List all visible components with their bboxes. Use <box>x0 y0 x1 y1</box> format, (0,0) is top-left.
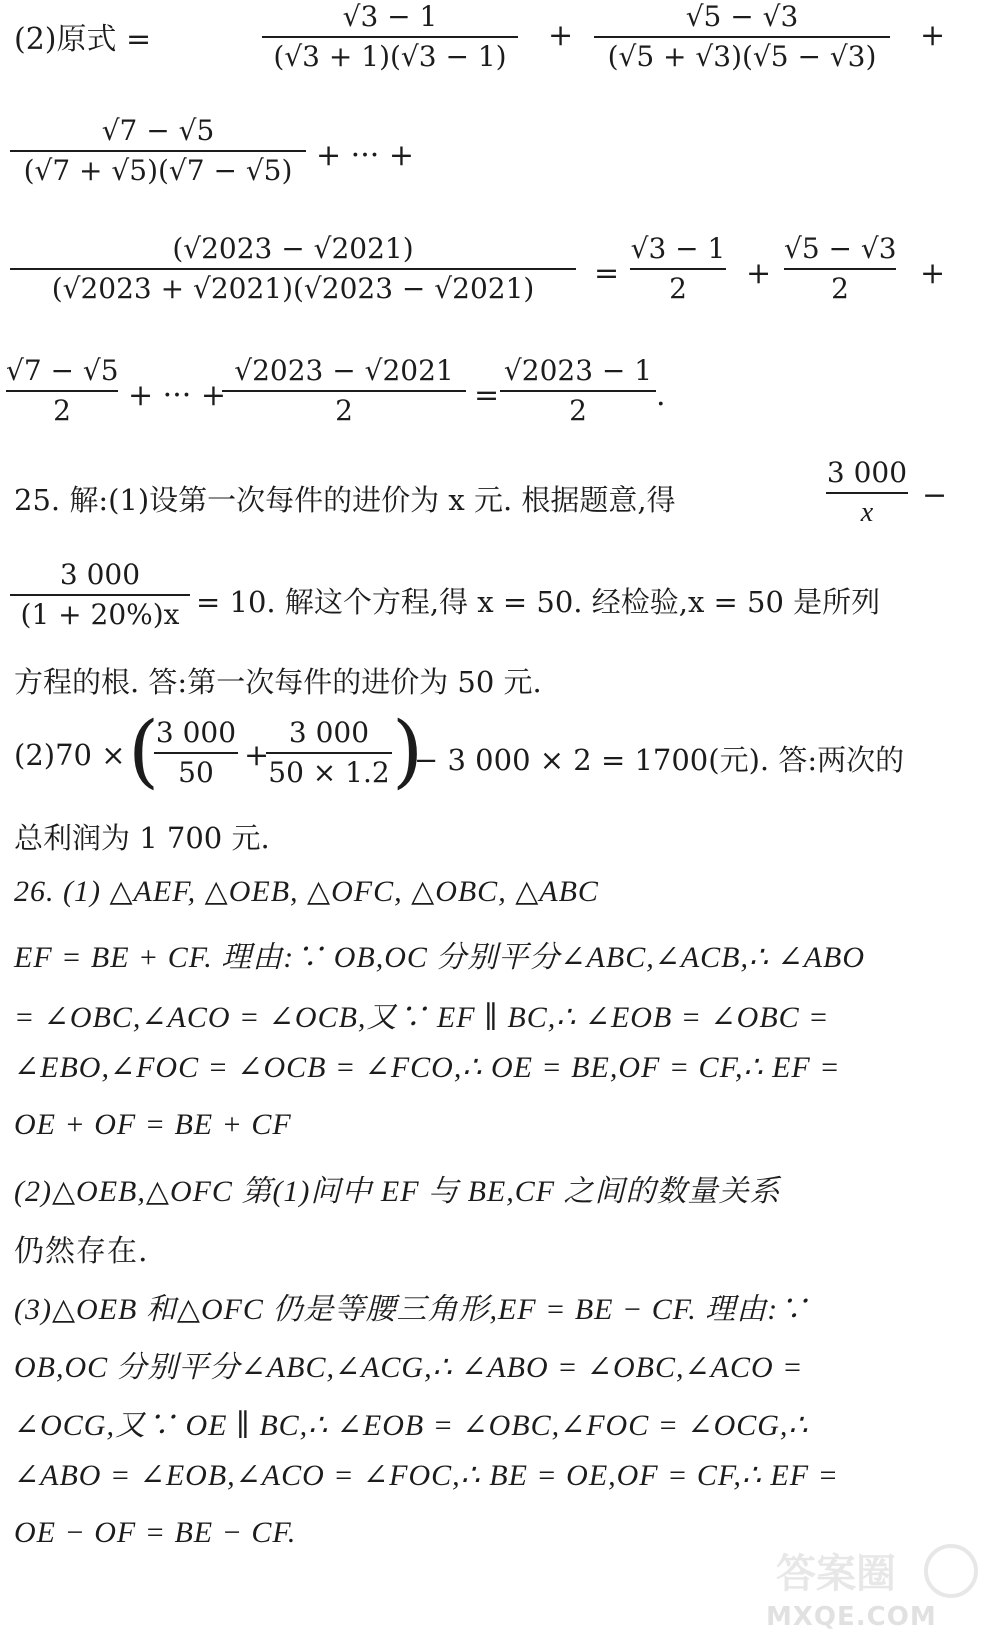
result-fraction-2 <box>784 232 896 306</box>
ellipsis-plus: + ··· + <box>316 138 414 173</box>
fraction-numerator: √3 − 1 <box>630 232 726 265</box>
q26-line: 26. (1) △AEF, △OEB, △OFC, △OBC, △ABC <box>14 875 599 908</box>
q25-line-1: 25. 解:(1)设第一次每件的进价为 x 元. 根据题意,得 <box>14 483 676 517</box>
result-fraction-3 <box>6 354 118 428</box>
period: . <box>656 378 666 413</box>
fraction-term-2 <box>594 0 890 74</box>
fraction-bar <box>222 390 466 392</box>
fraction-numerator: √5 − √3 <box>685 0 799 33</box>
fraction-bar <box>594 36 890 38</box>
fraction-denominator: 2 <box>569 394 587 427</box>
fraction-numerator: 3 000 <box>155 716 237 749</box>
fraction-denominator: x <box>860 497 874 528</box>
fraction-numerator: 3 000 <box>826 456 908 489</box>
watermark-circle-icon <box>924 1544 978 1598</box>
fraction-denominator: (√7 + √5)(√7 − √5) <box>23 154 293 187</box>
fraction-bar <box>262 36 518 38</box>
fraction-bar <box>784 268 896 270</box>
fraction-denominator: 50 × 1.2 <box>268 756 390 789</box>
watermark-logo: 答案圈 <box>776 1551 896 1597</box>
q26-line: (2)△OEB,△OFC 第(1)问中 EF 与 BE,CF 之间的数量关系 <box>14 1175 781 1208</box>
fraction-bar <box>266 752 392 754</box>
final-fraction <box>500 354 656 428</box>
fraction-numerator: √7 − √5 <box>6 354 119 387</box>
q25-line-4-post: − 3 000 × 2 = 1700(元). 答:两次的 <box>414 743 905 777</box>
fraction-numerator: 3 000 <box>288 716 370 749</box>
result-fraction-4 <box>222 354 466 428</box>
fraction-numerator: √2023 − √2021 <box>234 354 454 387</box>
minus-sign: − <box>922 478 948 513</box>
fraction-bar <box>10 268 576 270</box>
fraction-denominator: 2 <box>831 272 849 305</box>
fraction-term-3 <box>10 114 306 188</box>
fraction-term-1 <box>262 0 518 74</box>
fraction-numerator: √2023 − 1 <box>503 354 653 387</box>
equals-sign: = <box>594 256 620 291</box>
fraction-denominator: (√5 + √3)(√5 − √3) <box>607 40 877 73</box>
q26-line: ∠ABO = ∠EOB,∠ACO = ∠FOC,∴ BE = OE,OF = CF,∴ EF = <box>14 1459 839 1492</box>
fraction-bar <box>826 492 908 494</box>
fraction-bar <box>6 390 118 392</box>
fraction-numerator: √7 − √5 <box>101 114 215 147</box>
q25-fraction-2 <box>10 558 190 632</box>
fraction-denominator: 2 <box>53 394 71 427</box>
q25-line-4-pre: (2)70 × <box>14 738 126 772</box>
q26-line: 仍然存在. <box>14 1234 149 1269</box>
q26-line: (3)△OEB 和△OFC 仍是等腰三角形,EF = BE − CF. 理由:∵ <box>14 1293 810 1326</box>
fraction-numerator: (√2023 − √2021) <box>172 232 414 265</box>
result-fraction-1 <box>630 232 726 306</box>
q26-line: OE + OF = BE + CF <box>14 1108 292 1141</box>
plus-sign: + <box>920 256 946 291</box>
fraction-bar <box>500 390 656 392</box>
fraction-denominator: 50 <box>178 756 214 789</box>
fraction-denominator: 2 <box>669 272 687 305</box>
fraction-numerator: √3 − 1 <box>342 0 438 33</box>
fraction-bar <box>10 150 306 152</box>
fraction-term-4 <box>10 232 576 306</box>
q25-line-2: = 10. 解这个方程,得 x = 50. 经检验,x = 50 是所列 <box>196 585 881 619</box>
plus-sign: + <box>746 256 772 291</box>
fraction-bar <box>154 752 238 754</box>
watermark-text: MXQE.COM <box>766 1602 937 1632</box>
q26-line: EF = BE + CF. 理由:∵ OB,OC 分别平分∠ABC,∠ACB,∴ ∠ABO <box>14 941 866 974</box>
q26-line: ∠EBO,∠FOC = ∠OCB = ∠FCO,∴ OE = BE,OF = CF,∴ EF = <box>14 1051 841 1084</box>
fraction-numerator: √5 − √3 <box>784 232 897 265</box>
q25-fraction-4 <box>266 716 392 790</box>
q25-line-3: 方程的根. 答:第一次每件的进价为 50 元. <box>14 665 542 699</box>
fraction-denominator: (1 + 20%)x <box>20 598 180 631</box>
fraction-denominator: (√2023 + √2021)(√2023 − √2021) <box>51 272 535 305</box>
q25-fraction-3 <box>154 716 238 790</box>
fraction-denominator: (√3 + 1)(√3 − 1) <box>273 40 507 73</box>
q26-line: OE − OF = BE − CF. <box>14 1516 297 1549</box>
fraction-bar <box>630 268 726 270</box>
fraction-bar <box>10 594 190 596</box>
watermark <box>766 1542 986 1632</box>
part2-lead: (2)原式 = <box>14 22 152 57</box>
equals-sign: = <box>474 378 500 413</box>
right-paren: ) <box>392 704 424 797</box>
q26-line: ∠OCG,又∵ OE ∥ BC,∴ ∠EOB = ∠OBC,∠FOC = ∠OCG,∴ <box>14 1409 809 1442</box>
fraction-denominator: 2 <box>335 394 353 427</box>
q25-fraction-1 <box>826 456 908 530</box>
ellipsis-plus: + ··· + <box>128 378 226 413</box>
left-paren: ( <box>128 704 160 797</box>
plus-sign: + <box>244 738 270 773</box>
q26-line: OB,OC 分别平分∠ABC,∠ACG,∴ ∠ABO = ∠OBC,∠ACO = <box>14 1351 804 1384</box>
q25-line-5: 总利润为 1 700 元. <box>14 821 270 855</box>
q26-line: = ∠OBC,∠ACO = ∠OCB,又∵ EF ∥ BC,∴ ∠EOB = ∠OBC = <box>14 1001 830 1034</box>
fraction-numerator: 3 000 <box>59 558 141 591</box>
plus-sign: + <box>920 18 946 53</box>
plus-sign: + <box>548 18 574 53</box>
